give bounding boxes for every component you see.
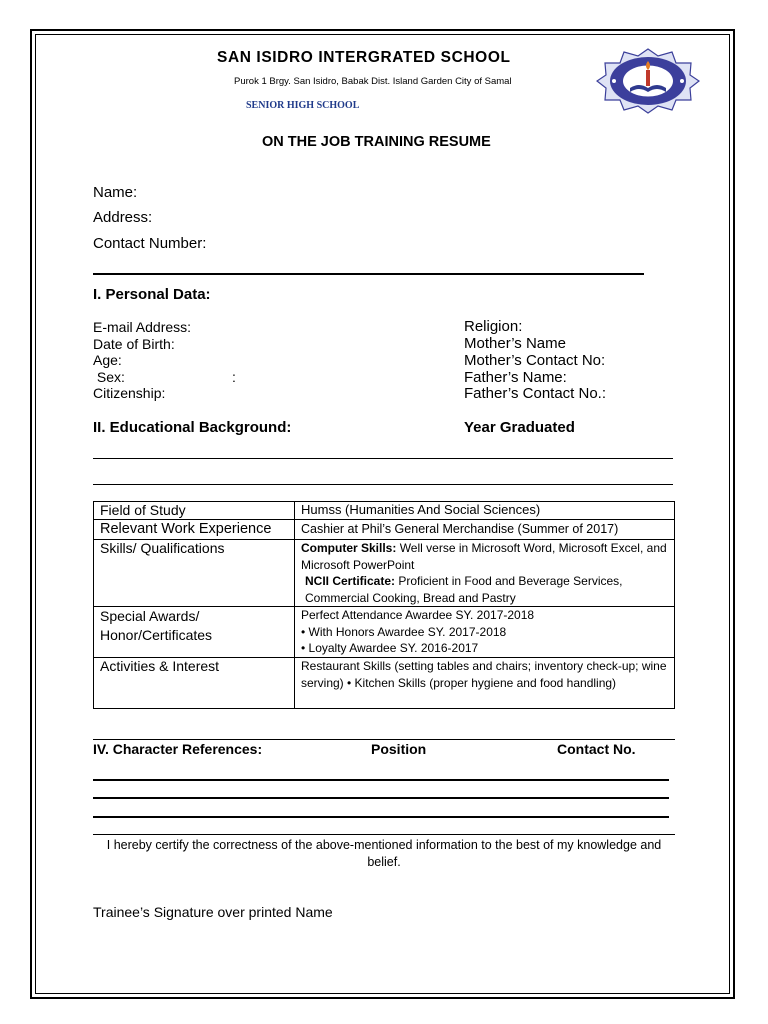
education-line-1 — [93, 458, 673, 459]
father-name-label: Father’s Name: — [464, 369, 567, 386]
dob-label: Date of Birth: — [93, 336, 175, 352]
contact-no-heading: Contact No. — [557, 741, 636, 757]
father-contact-label: Father’s Contact No.: — [464, 385, 607, 402]
education-line-2 — [93, 484, 673, 485]
table-row — [94, 607, 675, 658]
work-experience-label: Relevant Work Experience — [94, 520, 295, 540]
field-of-study-value: Humss (Humanities And Social Sciences) — [295, 502, 675, 520]
computer-skills-label: Computer Skills: — [301, 541, 397, 555]
division-label: SENIOR HIGH SCHOOL — [246, 100, 360, 111]
table-row — [94, 502, 675, 520]
reference-line-3 — [93, 816, 669, 818]
computer-skills-text: Well verse in Microsoft Word, Microsoft Excel, and Microsoft PowerPoint — [301, 541, 667, 572]
ncii-certificate-label: NCII Certificate: — [305, 574, 396, 588]
activities-value: Restaurant Skills (setting tables and chairs; inventory check-up; wine serving) • Kitchen Skills (proper hygiene and food handling) — [295, 658, 675, 709]
table-row — [94, 520, 675, 540]
school-name: SAN ISIDRO INTERGRATED SCHOOL — [217, 49, 511, 66]
reference-line-4 — [93, 834, 675, 835]
year-graduated-heading: Year Graduated — [464, 419, 575, 436]
divider-line — [93, 273, 644, 275]
name-label: Name: — [93, 184, 138, 201]
work-experience-value: Cashier at Phil’s General Merchandise (Summer of 2017) — [295, 520, 675, 540]
mother-name-label: Mother’s Name — [464, 335, 566, 352]
education-heading: II. Educational Background: — [93, 419, 292, 436]
school-address: Purok 1 Brgy. San Isidro, Babak Dist. Island Garden City of Samal — [234, 76, 512, 87]
citizenship-label: Citizenship: — [93, 385, 166, 401]
award-item: • With Honors Awardee SY. 2017-2018 — [301, 624, 507, 639]
certification-statement: I hereby certify the correctness of the above-mentioned information to the best of my knowledge and belief. — [106, 838, 662, 869]
awards-value — [295, 607, 675, 658]
age-label: Age: — [93, 352, 122, 368]
reference-line-1 — [93, 779, 669, 781]
skills-value — [295, 540, 675, 607]
reference-line-2 — [93, 797, 669, 799]
sex-label: Sex: — [93, 369, 125, 385]
references-top-line — [93, 739, 675, 740]
signature-label: Trainee’s Signature over printed Name — [93, 904, 333, 920]
deped-seal-logo — [596, 48, 700, 114]
table-row — [94, 540, 675, 607]
table-row — [94, 658, 675, 709]
mother-contact-label: Mother’s Contact No: — [464, 352, 606, 369]
field-of-study-label: Field of Study — [94, 502, 295, 520]
email-label: E-mail Address: — [93, 319, 192, 335]
document-title: ON THE JOB TRAINING RESUME — [262, 134, 491, 150]
character-references-heading: IV. Character References: — [93, 741, 263, 757]
training-info-table — [93, 501, 675, 709]
ncii-certificate-text: Proficient in Food and Beverage Services, Commercial Cooking, Bread and Pastry — [305, 574, 623, 605]
sex-colon: : — [232, 369, 236, 385]
religion-label: Religion: — [464, 318, 523, 335]
activities-label: Activities & Interest — [94, 658, 295, 709]
awards-label — [94, 607, 295, 658]
awards-label-line-1: Special Awards/ — [100, 608, 200, 624]
award-item: • Loyalty Awardee SY. 2016-2017 — [301, 641, 479, 655]
position-heading: Position — [371, 741, 427, 757]
computer-skills — [301, 540, 668, 573]
skills-label: Skills/ Qualifications — [94, 540, 295, 607]
ncii-certificate — [301, 573, 668, 606]
personal-data-heading: I. Personal Data: — [93, 286, 211, 303]
address-label: Address: — [93, 209, 153, 226]
contact-number-label: Contact Number: — [93, 235, 207, 252]
awards-label-line-2: Honor/Certificates — [100, 627, 213, 643]
award-item: Perfect Attendance Awardee SY. 2017-2018 — [301, 608, 535, 622]
